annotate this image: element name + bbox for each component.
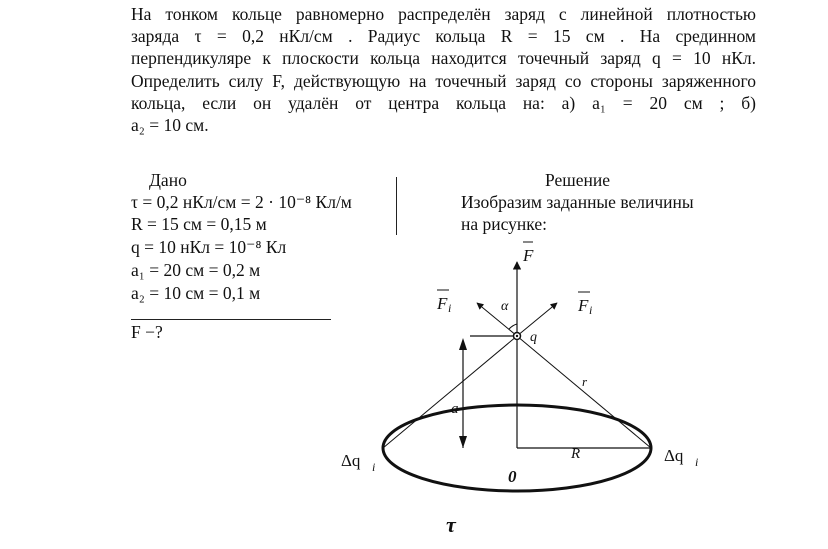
center-label: 0 [508,467,517,486]
force-right-sub: i [589,303,593,317]
given-line: τ = 0,2 нКл/см = 2 · 10⁻⁸ Кл/м [131,192,352,212]
problem-line: перпендикуляре к плоскости кольца находится точечный заряд q = 10 нКл. [131,48,756,69]
given-line: q = 10 нКл = 10⁻⁸ Кл [131,237,287,257]
solution-line: Изобразим заданные величины [461,192,694,212]
solution-line: на рисунке: [461,214,547,234]
find-line: F −? [131,322,163,342]
r-line-left [383,336,517,448]
given-divider-vertical [396,177,397,235]
force-left-arrow [477,303,517,336]
given-line: a₁ = 20 см = 0,2 м [131,260,261,280]
problem-line: заряда τ = 0,2 нКл/см . Радиус кольца R = 15 см . На срединном [131,26,756,47]
given-line: a₂ = 10 см = 0,1 м [131,283,261,303]
r-label: r [582,374,588,389]
angle-label: α [501,299,509,314]
charge-label: q [530,330,537,345]
problem-line: Определить силу F, действующую на точечный заряд со стороны заряженного [131,70,756,91]
solution-title: Решение [545,170,611,190]
ring-diagram [330,236,710,549]
problem-line: кольца, если он удалён от центра кольца на: а) a₁ = 20 см ; б) [131,92,756,113]
r-line-right [517,336,651,448]
dq-left-sub: i [372,460,376,474]
radius-label: R [571,446,581,462]
height-arrow-bottom [459,436,467,448]
height-label: a [451,401,459,417]
force-right-arrow [517,303,557,336]
problem-line: a₂ = 10 см. [131,115,209,136]
dq-left-label: Δq [341,451,361,470]
given-divider-horizontal [131,319,331,320]
problem-line: На тонком кольце равномерно распределён заряд с линейной плотностью [131,4,756,24]
force-left-sub: i [448,301,452,315]
given-line: R = 15 см = 0,15 м [131,214,267,234]
force-right-label: F [578,296,589,315]
dq-right-label: Δq [664,446,684,465]
force-left-label: F [437,294,448,313]
height-arrow-top [459,338,467,350]
force-label: F [523,246,534,265]
angle-arc [509,324,517,329]
problem-statement [131,3,756,136]
given-title: Дано [149,170,187,190]
charge-point-center [516,335,518,337]
tau-label: τ [446,512,456,537]
dq-right-sub: i [695,455,699,469]
